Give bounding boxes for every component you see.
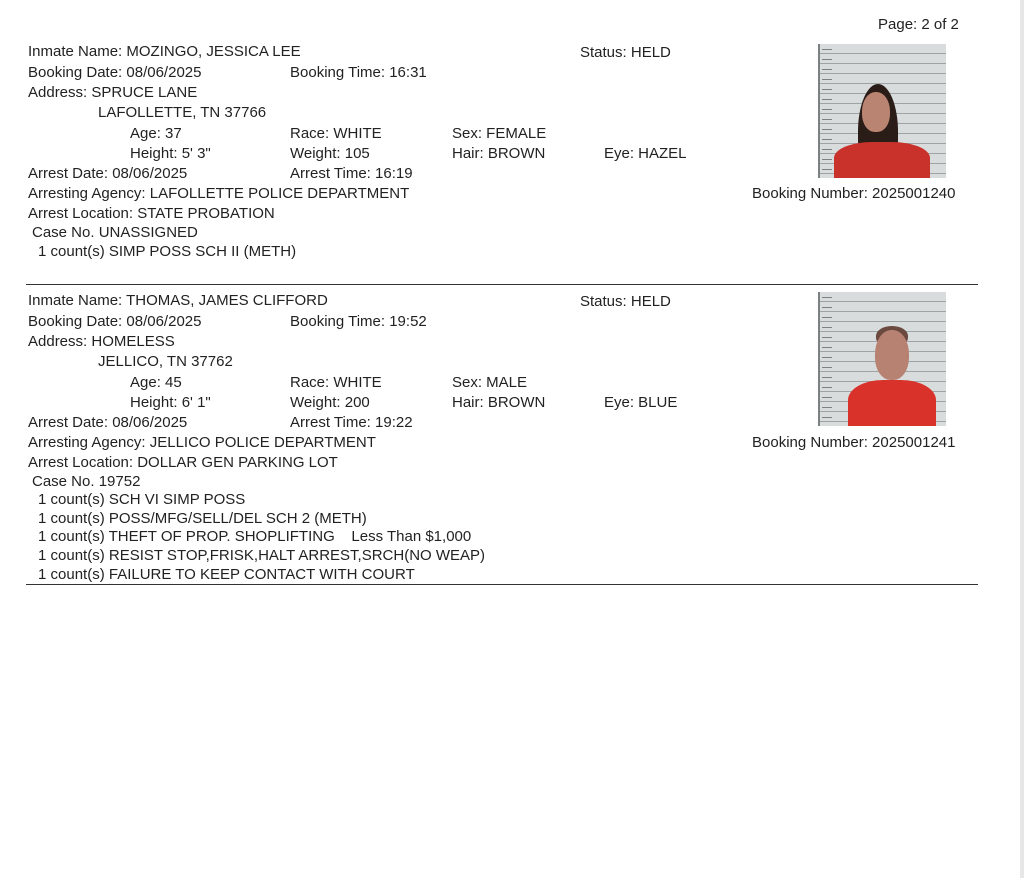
address-line-1: Address: SPRUCE LANE: [28, 84, 198, 101]
age: Age: 37: [130, 125, 182, 142]
status: Status: HELD: [580, 44, 671, 61]
booking-time: Booking Time: 16:31: [290, 64, 427, 81]
charge: 1 count(s) FAILURE TO KEEP CONTACT WITH COURT: [38, 566, 415, 583]
weight: Weight: 200: [290, 394, 370, 411]
mugshot-photo: [818, 44, 946, 178]
inmate-name: Inmate Name: THOMAS, JAMES CLIFFORD: [28, 292, 328, 309]
mugshot-photo: [818, 292, 946, 426]
race: Race: WHITE: [290, 125, 382, 142]
arresting-agency: Arresting Agency: JELLICO POLICE DEPARTMENT: [28, 434, 376, 451]
charge: 1 count(s) THEFT OF PROP. SHOPLIFTING Less Than $1,000: [38, 528, 472, 545]
age: Age: 45: [130, 374, 182, 391]
arrest-location: Arrest Location: STATE PROBATION: [28, 205, 275, 222]
height-chart-marks: [822, 292, 832, 426]
sex: Sex: FEMALE: [452, 125, 547, 142]
arrest-time: Arrest Time: 19:22: [290, 414, 413, 431]
booking-date: Booking Date: 08/06/2025: [28, 64, 202, 81]
charge: 1 count(s) RESIST STOP,FRISK,HALT ARREST,SRCH(NO WEAP): [38, 547, 486, 564]
address-line-2: JELLICO, TN 37762: [98, 353, 233, 370]
mugshot-face: [875, 330, 909, 380]
arrest-time: Arrest Time: 16:19: [290, 165, 413, 182]
case-number: Case No. 19752: [32, 473, 141, 490]
mugshot-face: [862, 92, 890, 132]
charge: 1 count(s) SCH VI SIMP POSS: [38, 491, 246, 508]
mugshot-shirt: [834, 142, 930, 178]
height-chart-marks: [822, 44, 832, 178]
booking-time: Booking Time: 19:52: [290, 313, 427, 330]
inmate-name: Inmate Name: MOZINGO, JESSICA LEE: [28, 43, 301, 60]
arrest-date: Arrest Date: 08/06/2025: [28, 414, 188, 431]
charge: 1 count(s) POSS/MFG/SELL/DEL SCH 2 (METH): [38, 510, 367, 527]
eye: Eye: HAZEL: [604, 145, 687, 162]
arrest-location: Arrest Location: DOLLAR GEN PARKING LOT: [28, 454, 338, 471]
arresting-agency: Arresting Agency: LAFOLLETTE POLICE DEPARTMENT: [28, 185, 410, 202]
page-edge: [1020, 0, 1024, 878]
address-line-1: Address: HOMELESS: [28, 333, 175, 350]
page-number: Page: 2 of 2: [878, 16, 959, 33]
hair: Hair: BROWN: [452, 394, 546, 411]
arrest-date: Arrest Date: 08/06/2025: [28, 165, 188, 182]
height: Height: 6' 1": [130, 394, 211, 411]
address-line-2: LAFOLLETTE, TN 37766: [98, 104, 267, 121]
height: Height: 5' 3": [130, 145, 211, 162]
record-divider: [26, 284, 978, 285]
hair: Hair: BROWN: [452, 145, 546, 162]
race: Race: WHITE: [290, 374, 382, 391]
sex: Sex: MALE: [452, 374, 528, 391]
mugshot-shirt: [848, 380, 936, 426]
eye: Eye: BLUE: [604, 394, 678, 411]
status: Status: HELD: [580, 293, 671, 310]
record-divider: [26, 584, 978, 585]
booking-date: Booking Date: 08/06/2025: [28, 313, 202, 330]
case-number: Case No. UNASSIGNED: [32, 224, 198, 241]
weight: Weight: 105: [290, 145, 370, 162]
booking-number: Booking Number: 2025001240: [752, 185, 956, 202]
charge: 1 count(s) SIMP POSS SCH II (METH): [38, 243, 297, 260]
booking-number: Booking Number: 2025001241: [752, 434, 956, 451]
